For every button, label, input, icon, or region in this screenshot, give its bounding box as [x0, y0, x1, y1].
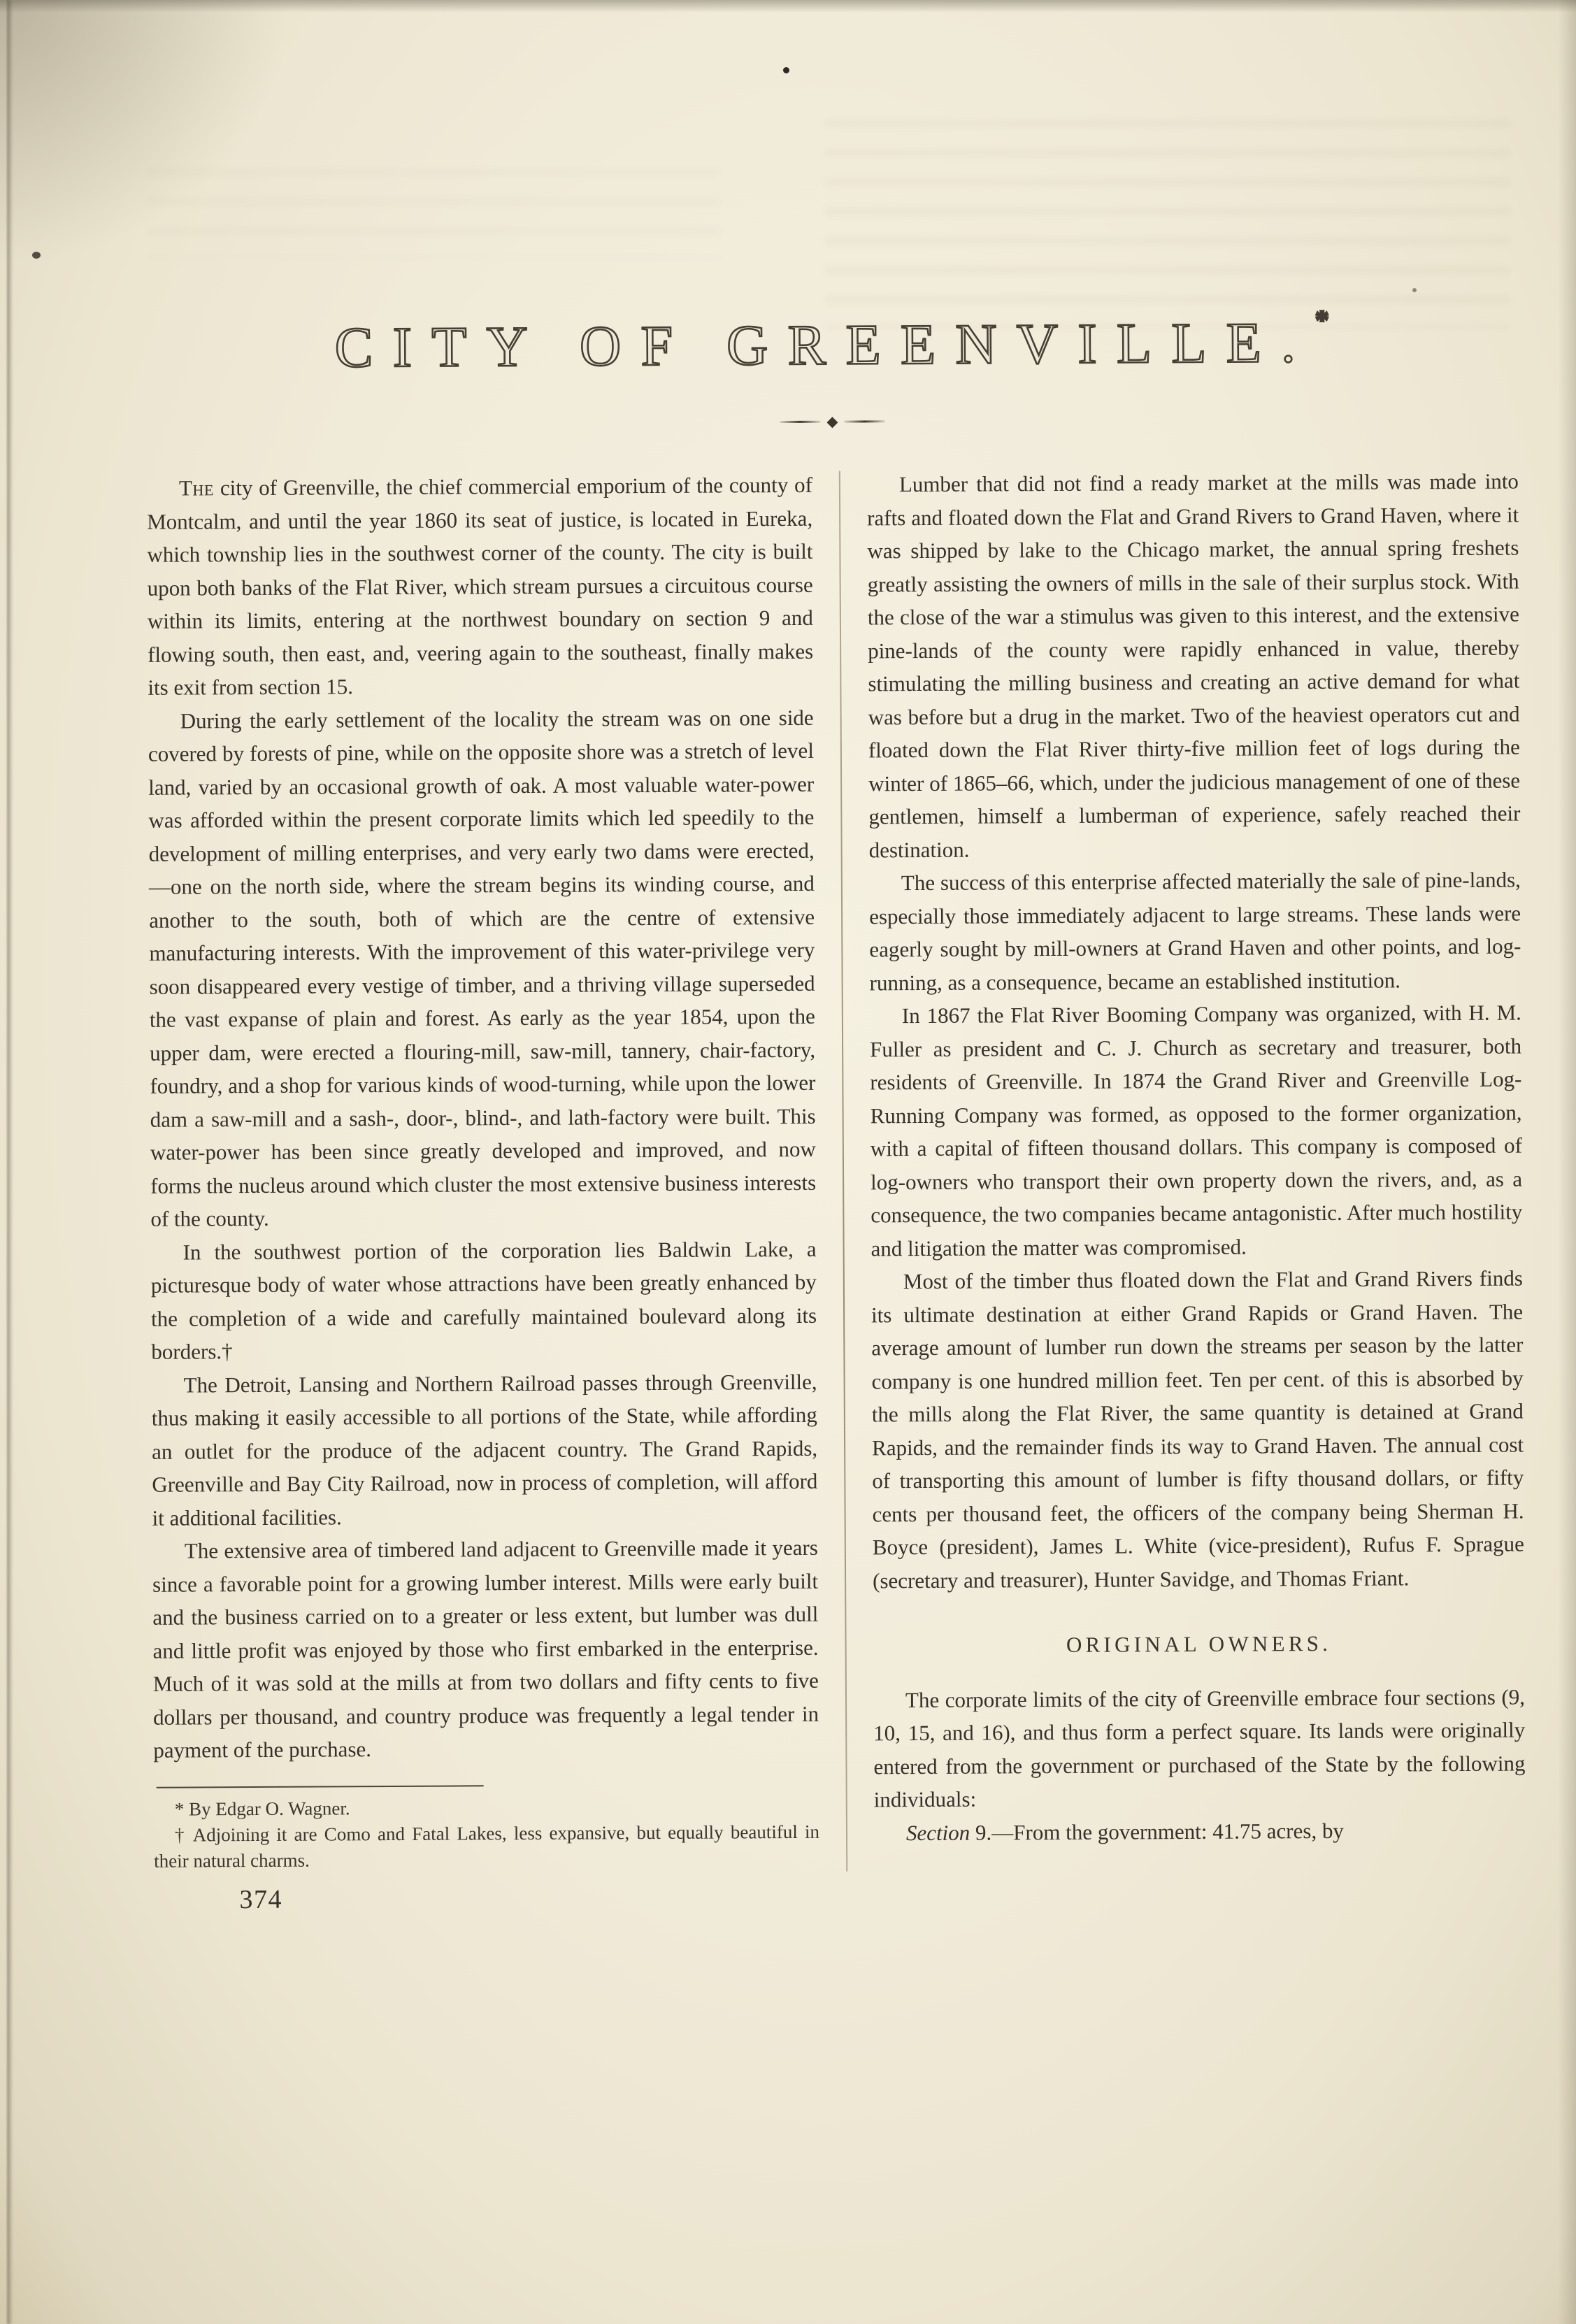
paragraph: During the early settlement of the locality the stream was on one side covered by forests of pine, while on the opposite shore was a stretch of level land, varied by an occasional growth of oak. A most valuable water-power was afforded within the present corporate limits which led speedily to the development of milling enterprises, and very early two dams were erected,—one on the north side, where the stream begins its winding course, and another to the south, both of which are the centre of extensive manufacturing interests. With the improvement of this water-privilege very soon disappeared every vestige of timber, and a thriving village superseded the vast expanse of plain and forest. As early as the year 1854, upon the upper dam, were erected a flouring-mill, saw-mill, tannery, chair-factory, foundry, and a shop for various kinds of wood-turning, while upon the lower dam a saw-mill and a sash-, door-, blind-, and lath-factory were built. This water-power has been since greatly developed and improved, and now forms the nucleus around which cluster the most extensive business interests of the county.	[148, 705, 817, 1231]
footnote-author: * By Edgar O. Wagner.	[174, 1797, 350, 1820]
paragraph: In the southwest portion of the corporation lies Baldwin Lake, a picturesque body of water whose attractions have been greatly enhanced by the completion of a wide and carefully maintained boulevard along its borders.†	[150, 1236, 817, 1364]
diamond-ornament-icon: ◆	[826, 413, 838, 430]
section-entry-text: 9.—From the government: 41.75 acres, by	[970, 1818, 1344, 1845]
paragraph: In 1867 the Flat River Booming Company was organized, with H. M. Fuller as president and C. J. Church as secretary and treasurer, both residents of Greenville. In 1874 the Grand River and Greenville Log-Running Company was formed, as opposed to the former organization, with a capital of fifteen thousand dollars. This company is composed of log-owners who transport their own property down the rivers, and, as a consequence, the two companies became antagonistic. After much hostility and litigation the matter was compromised.	[870, 1000, 1523, 1261]
section-heading-original-owners: ORIGINAL OWNERS.	[1066, 1630, 1332, 1657]
left-column	[147, 468, 820, 1917]
page-title-text: CITY OF GREENVILLE.	[334, 310, 1316, 380]
paragraph-text: city of Greenville, the chief commercial emporium of the county of Montcalm, and until the year 1860 its seat of justice, is located in Eureka, which township lies in the southwest corner of the county. The city is built upon both banks of the Flat River, which stream pursues a circuitous course within its limits, entering at the northwest boundary on section 9 and flowing south, then east, and, veering again to the southeast, finally makes its exit from section 15.	[147, 472, 814, 700]
paragraph: The success of this enterprise affected materially the sale of pine-lands, especially those immediately adjacent to large streams. These lands were eagerly sought by mill-owners at Grand Haven and other points, and log-running, as a consequence, became an established institution.	[869, 867, 1521, 995]
paragraph: The corporate limits of the city of Greenville embrace four sections (9, 10, 15, and 16), and thus form a perfect square. Its lands were originally entered from the government or purchased of the State by the following individuals:	[873, 1684, 1526, 1812]
paragraph: Most of the timber thus floated down the Flat and Grand Rivers finds its ultimate destination at either Grand Rapids or Grand Haven. The average amount of lumber run down the streams per season by the latter company is one hundred million feet. Ten per cent. of this is absorbed by the mills along the Flat River, the same quantity is detained at Grand Rapids, and the remainder finds its way to Grand Haven. The annual cost of transporting this amount of lumber is fifty thousand dollars, or fifty cents per thousand feet, the officers of the company being Sherman H. Boyce (president), James L. White (vice-president), Rufus F. Sprague (secretary and treasurer), Hunter Savidge, and Thomas Friant.	[871, 1265, 1524, 1593]
page-title	[146, 303, 1519, 382]
ornament-line-left	[780, 421, 820, 423]
footnote-lakes: † Adjoining it are Como and Fatal Lakes, less expansive, but equally beautiful in their natural charms.	[154, 1821, 820, 1872]
section-divider-ornament	[755, 414, 909, 429]
right-column	[867, 465, 1526, 1914]
ornament-line-right	[844, 420, 884, 422]
paragraph: Lumber that did not find a ready market at the mills was made into rafts and floated down the Flat and Grand Rivers to Grand Haven, where it was shipped by lake to the Chicago market, the annual spring freshets greatly assisting the owners of mills in the sale of their surplus stock. With the close of the war a stimulus was given to this interest, and the extensive pine-lands of the county were rapidly enhanced in value, thereby stimulating the milling business and creating an active demand for what was before but a drug in the market. Two of the heaviest operators cut and floated down the Flat River thirty-five million feet of logs during the winter of 1865–66, which, under the judicious management of one of these gentlemen, himself a lumberman of experience, safely reached their destination.	[867, 468, 1521, 862]
paragraph	[147, 468, 814, 704]
page-number: 374	[239, 1884, 283, 1914]
two-column-text	[147, 465, 1526, 1917]
title-footnote-asterisk: *	[1314, 303, 1329, 336]
column-divider-rule	[839, 471, 847, 1872]
section-entry-lead-italic: Section	[905, 1820, 970, 1845]
paragraph: The Detroit, Lansing and Northern Railroad passes through Greenville, thus making it easily accessible to all portions of the State, while affording an outlet for the produce of the adjacent country. The Grand Rapids, Greenville and Bay City Railroad, now in process of completion, will afford it additional facilities.	[151, 1369, 818, 1530]
lead-word-smallcaps: The	[178, 475, 215, 501]
paragraph: The extensive area of timbered land adjacent to Greenville made it years since a favorable point for a growing lumber interest. Mills were early built and the business carried on to a greater or less extent, but lumber was dull and little profit was enjoyed by those who first embarked in the enterprise. Much of it was sold at the mills at from two dollars and fifty cents to five dollars per thousand, and country produce was frequently a legal tender in payment of the purchase.	[152, 1535, 819, 1763]
footnote-divider-rule	[157, 1785, 484, 1788]
paragraph-section-entry	[874, 1813, 1526, 1849]
